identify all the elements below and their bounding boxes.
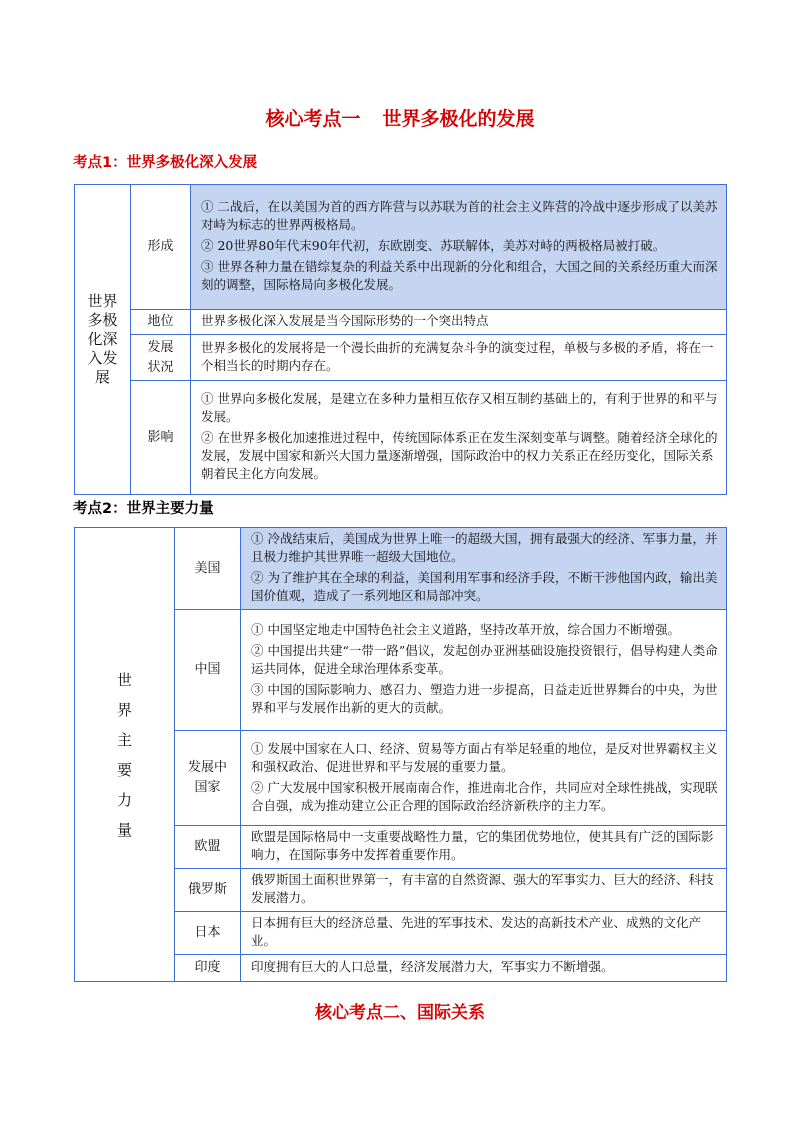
list-item: ① 发展中国家在人口、经济、贸易等方面占有举足轻重的地位，是反对世界霸权主义和强权政治、促进世界和平与发展的重要力量。: [251, 740, 718, 774]
list-item: ② 中国提出共建“一带一路”倡议，发起创办亚洲基础设施投资银行，倡导构建人类命运共同体，促进全球治理体系变革。: [251, 643, 718, 676]
list-item: 日本拥有巨大的经济总量、先进的军事技术、发达的高新技术产业、成熟的文化产业。: [251, 915, 702, 948]
table-row: [75, 185, 727, 310]
page-title-part1: 核心考点一: [265, 108, 361, 130]
list-item: 印度拥有巨大的人口总量，经济发展潜力大，军事实力不断增强。: [251, 959, 614, 974]
section2-category: 世界主要力量: [116, 670, 132, 839]
row-content: [241, 731, 727, 826]
section2-heading: 考点2：世界主要力量: [73, 501, 214, 517]
table-row: [75, 310, 727, 335]
row-content: [191, 185, 727, 310]
list-item: ① 二战后，在以美国为首的西方阵营与以苏联为首的社会主义阵营的冷战中逐步形成了以美苏对峙为标志的世界两极格局。: [201, 199, 718, 232]
row-label: 地位: [131, 310, 191, 335]
page-title-part2: 世界多极化的发展: [382, 108, 535, 130]
section1-heading: 考点1：世界多极化深入发展: [73, 155, 258, 171]
row-label: 印度: [175, 955, 241, 982]
list-item: 俄罗斯国土面积世界第一，有丰富的自然资源、强大的军事实力、巨大的经济、科技发展潜力。: [251, 872, 714, 905]
list-item: ① 冷战结束后，美国成为世界上唯一的超级大国，拥有最强大的经济、军事力量，并且极力维护其世界唯一超级大国地位。: [251, 531, 718, 564]
table-row: [75, 528, 727, 610]
list-item: ① 中国坚定地走中国特色社会主义道路，坚持改革开放，综合国力不断增强。: [251, 622, 680, 637]
section1-category-cell: [75, 185, 131, 495]
section2-category-cell: [75, 528, 175, 982]
table-row: [75, 335, 727, 381]
section1-table: [74, 184, 727, 495]
list-item: ① 世界向多极化发展，是建立在多种力量相互依存又相互制约基础上的，有利于世界的和平与发展。: [201, 391, 718, 424]
row-label: 俄罗斯: [175, 869, 241, 912]
row-label-text: 发展中国家: [187, 760, 227, 795]
row-content: [241, 869, 727, 912]
list-item: 欧盟是国际格局中一支重要战略性力量，它的集团优势地位，使其具有广泛的国际影响力，在国际事务中发挥着重要作用。: [251, 829, 714, 862]
row-label: 美国: [175, 528, 241, 610]
table-row: [75, 381, 727, 495]
list-item: ③ 中国的国际影响力、感召力、塑造力进一步提高，日益走近世界舞台的中央，为世界和平与发展作出新的更大的贡献。: [251, 682, 718, 715]
list-item: ③ 世界各种力量在错综复杂的利益关系中出现新的分化和组合，大国之间的关系经历重大而深刻的调整，国际格局向多极化发展。: [201, 259, 718, 292]
list-item: ② 20世界80年代末90年代初，东欧剧变、苏联解体，美苏对峙的两极格局被打破。: [201, 238, 666, 253]
list-item: ② 广大发展中国家积极开展南南合作，推进南北合作，共同应对全球性挑战，实现联合自强，成为推动建立公正合理的国际政治经济新秩序的主力军。: [251, 779, 718, 813]
row-content: [191, 381, 727, 495]
list-item: 世界多极化深入发展是当今国际形势的一个突出特点: [201, 313, 489, 328]
row-label: 欧盟: [175, 826, 241, 869]
row-label-text: 发展状况: [147, 339, 174, 375]
row-content: [241, 955, 727, 982]
list-item: ② 在世界多极化加速推进过程中，传统国际体系正在发生深刻变革与调整。随着经济全球化的发展，发展中国家和新兴大国力量逐渐增强，国际政治中的权力关系正在经历变化，国际关系朝着民主化方向发展。: [201, 430, 718, 481]
row-content: [241, 528, 727, 610]
row-label: 影响: [131, 381, 191, 495]
row-content: [191, 335, 727, 381]
list-item: ② 为了维护其在全球的利益，美国利用军事和经济手段，不断干涉他国内政，输出美国价值观，造成了一系列地区和局部冲突。: [251, 570, 718, 603]
row-content: [241, 912, 727, 955]
row-label: 日本: [175, 912, 241, 955]
section-title-2: 核心考点二、国际关系: [315, 1003, 485, 1023]
list-item: 世界多极化的发展将是一个漫长曲折的充满复杂斗争的演变过程，单极与多极的矛盾，将在一个相当长的时期内存在。: [201, 339, 714, 373]
row-label: 中国: [175, 610, 241, 731]
row-content: [241, 826, 727, 869]
row-label: [131, 335, 191, 381]
section1-category: 世界多极化深入发展: [87, 292, 118, 386]
section2-table: [74, 527, 727, 982]
row-label: [175, 731, 241, 826]
row-content: [191, 310, 727, 335]
row-content: [241, 610, 727, 731]
row-label: 形成: [131, 185, 191, 310]
page-title: [0, 104, 800, 131]
